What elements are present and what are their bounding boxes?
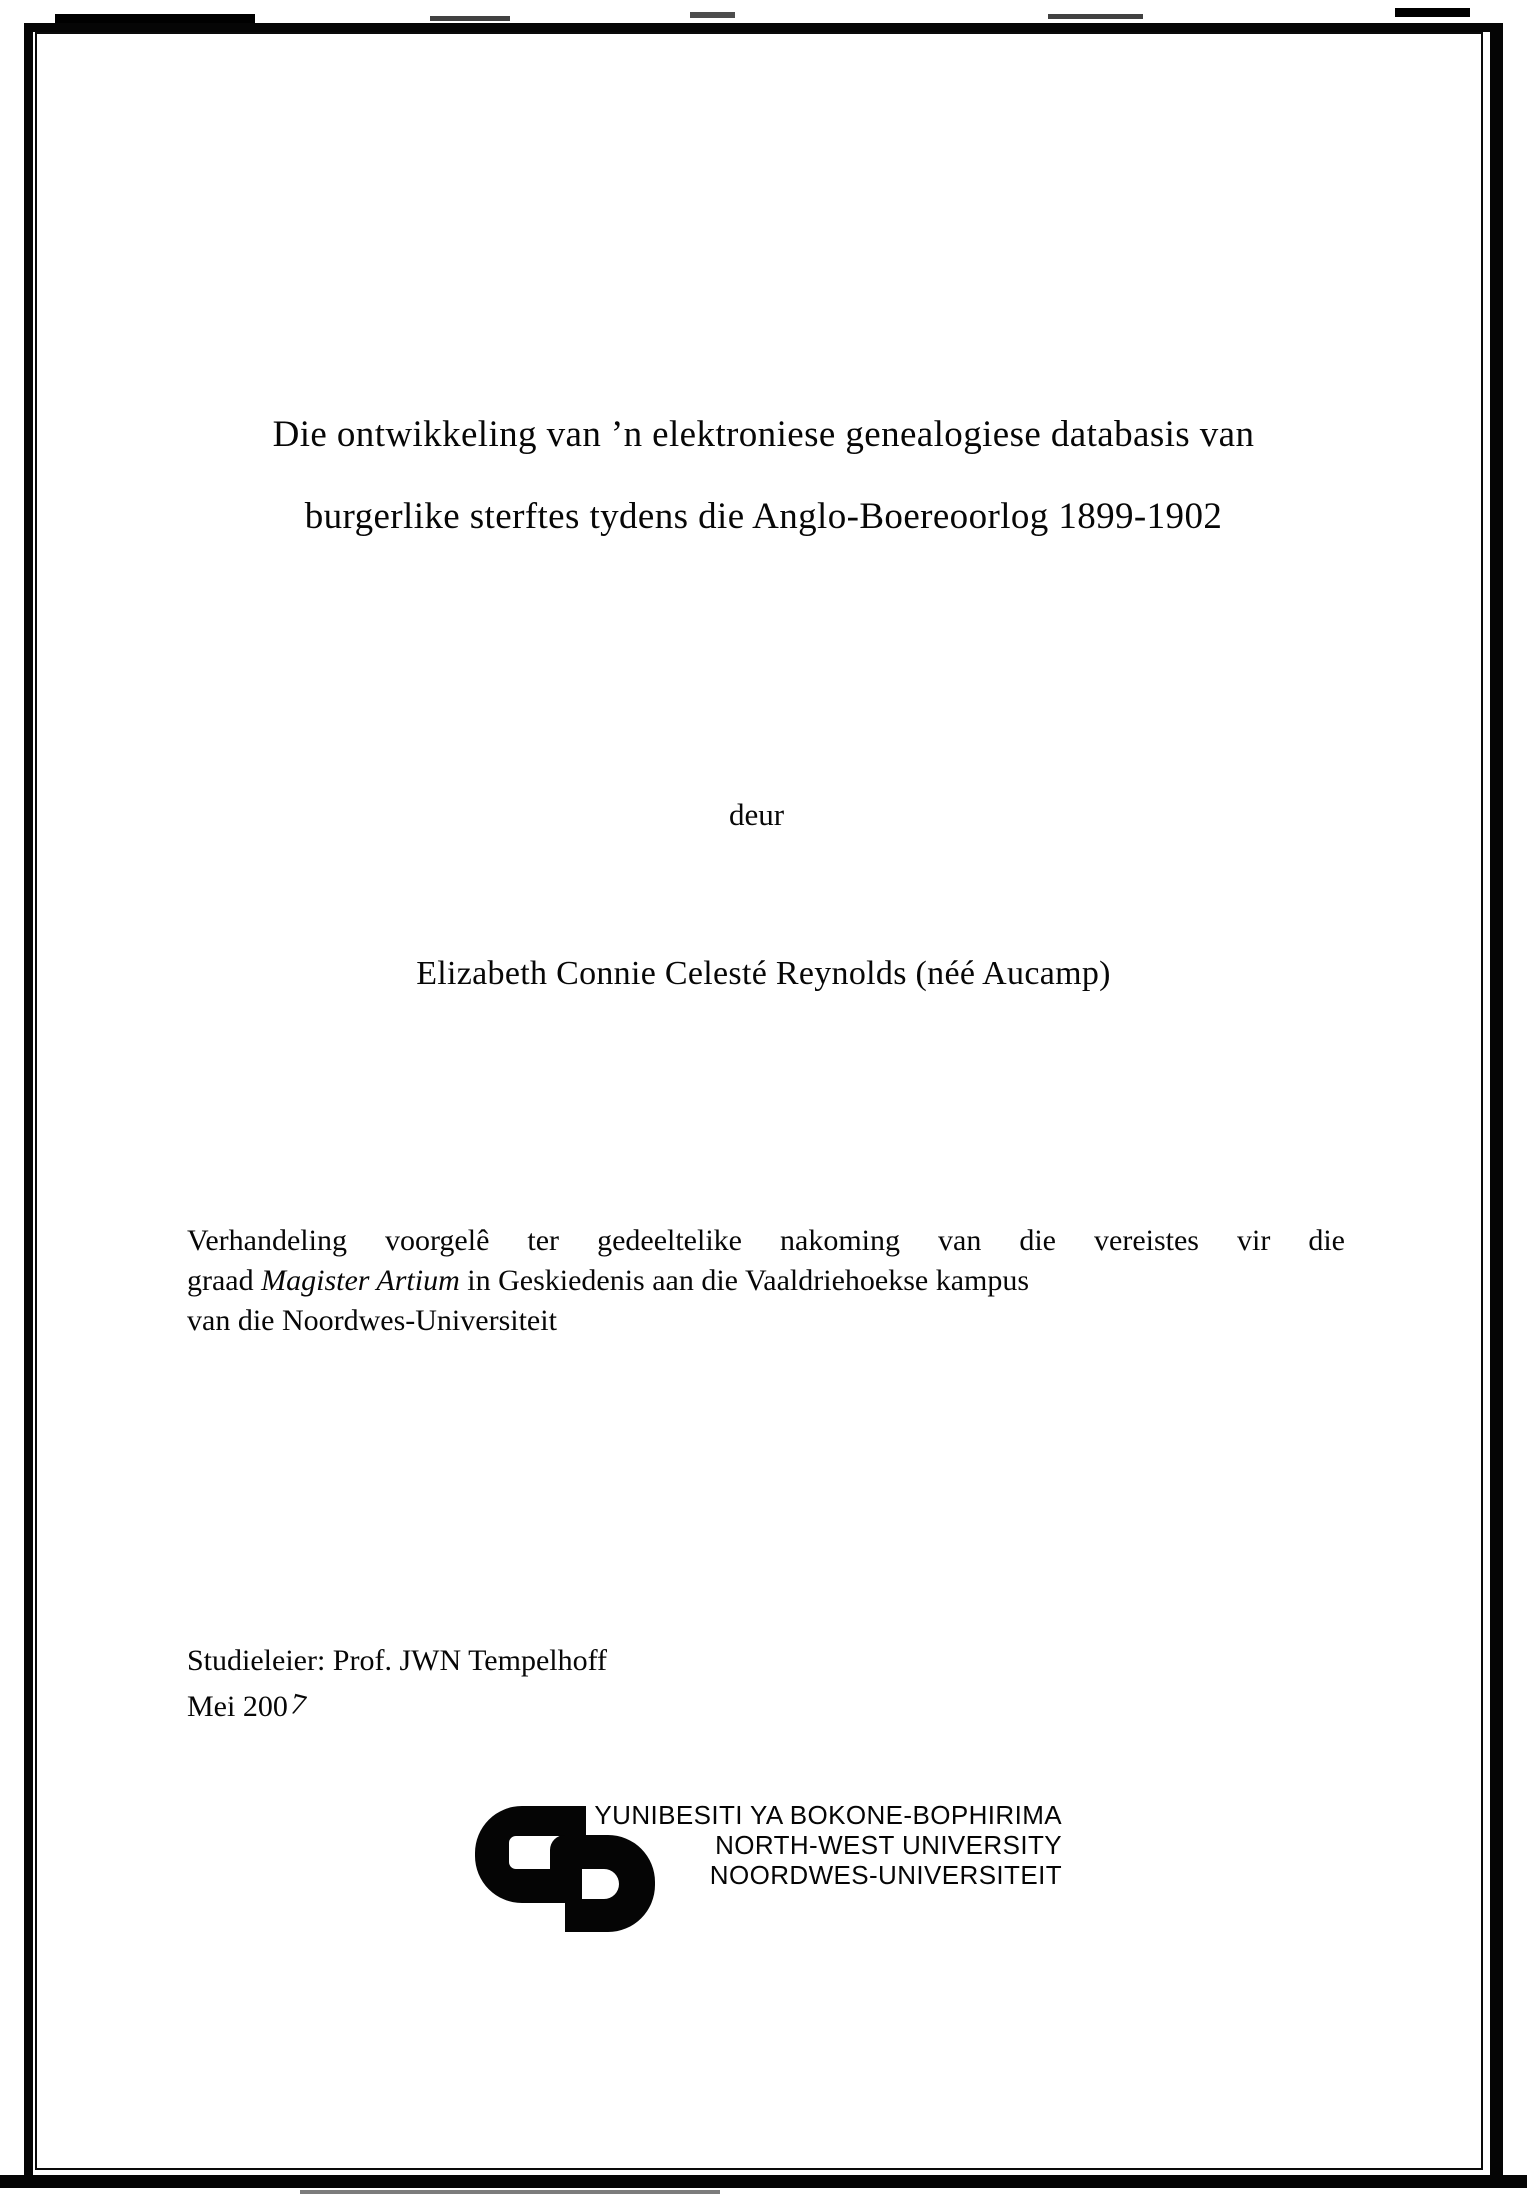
thesis-title-line2: burgerlike sterftes tydens die Anglo-Boereoorlog 1899-1902: [304, 496, 1223, 537]
thesis-title-line1: Die ontwikkeling van ’n elektroniese genealogiese databasis van: [272, 414, 1255, 455]
degree-description-line2-suffix: in Geskiedenis aan die Vaaldriehoekse kampus: [459, 1264, 1030, 1297]
scan-bleed-bottom: [0, 2175, 1527, 2188]
author-name: Elizabeth Connie Celesté Reynolds (néé Aucamp): [416, 955, 1111, 992]
degree-description-line3: van die Noordwes-Universiteit: [187, 1304, 557, 1337]
scan-artifact: [690, 12, 735, 18]
scan-artifact: [1048, 14, 1143, 19]
date-line: [187, 1684, 607, 1730]
degree-description-line2-prefix: graad: [187, 1264, 262, 1297]
thesis-title: [60, 394, 1467, 558]
degree-description-line1: Verhandeling voorgelê ter gedeeltelike nakoming van die vereistes vir die: [187, 1224, 1345, 1257]
byline-label: deur: [728, 797, 785, 832]
university-name-setswana: YUNIBESITI YA BOKONE-BOPHIRIMA: [594, 1800, 1062, 1830]
degree-name: Magister Artium: [261, 1264, 460, 1297]
scan-artifact: [1395, 8, 1470, 17]
scan-artifact: [55, 14, 255, 23]
degree-description-line2: [187, 1261, 1345, 1301]
supervisor-line: Studieleier: Prof. JWN Tempelhoff: [187, 1644, 608, 1677]
scan-artifact: [430, 16, 510, 21]
degree-description: [187, 1221, 1345, 1341]
scan-artifact: [300, 2190, 720, 2194]
university-name-afrikaans: NOORDWES-UNIVERSITEIT: [709, 1860, 1062, 1890]
date-prefix: Mei 200: [187, 1690, 288, 1723]
date-last-digit: 7: [286, 1687, 310, 1723]
university-name-english: NORTH-WEST UNIVERSITY: [715, 1830, 1062, 1860]
supervisor-block: [187, 1638, 607, 1730]
university-logo-text: [594, 1800, 1062, 1890]
